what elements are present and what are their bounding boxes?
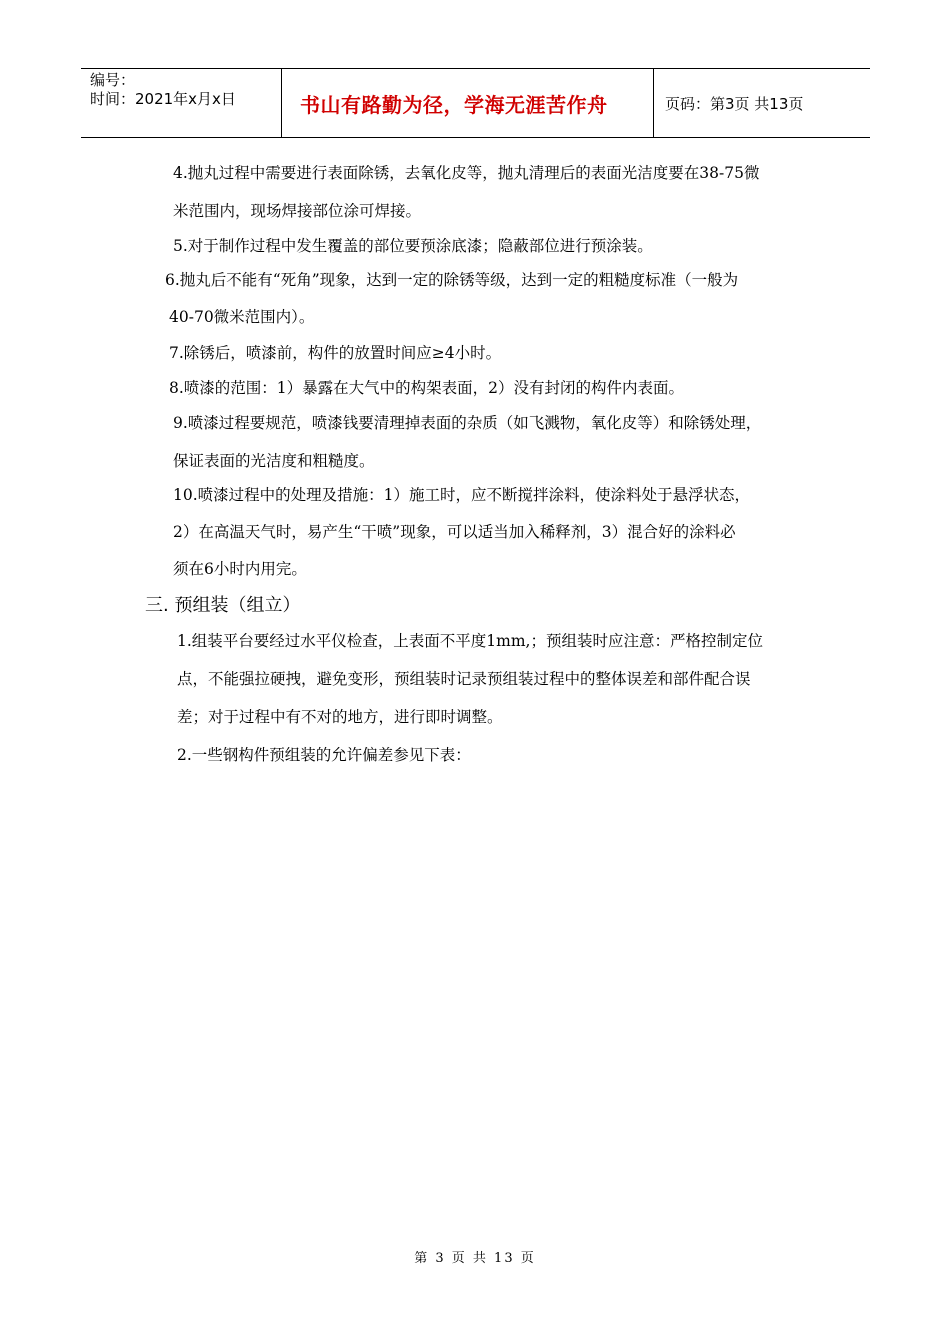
page-header (81, 68, 870, 138)
header-page-info (654, 69, 870, 137)
body-line: 米范围内，现场焊接部位涂可焊接。 (173, 202, 422, 220)
body-line: 7.除锈后，喷漆前，构件的放置时间应≥4小时。 (169, 344, 502, 362)
body-line: 8.喷漆的范围：1）暴露在大气中的构架表面，2）没有封闭的构件内表面。 (169, 379, 685, 397)
section-line: 点，不能强拉硬拽，避免变形，预组装时记录预组装过程中的整体误差和部件配合误 (177, 670, 751, 688)
time-label: 时间：2021年x月x日 (90, 90, 236, 108)
body-line: 2）在高温天气时，易产生“干喷”现象，可以适当加入稀释剂，3）混合好的涂料必 (173, 523, 736, 541)
body-line: 6.抛丸后不能有“死角”现象，达到一定的除锈等级，达到一定的粗糙度标准（一般为 (165, 271, 739, 289)
header-motto (282, 69, 654, 137)
section-title: 三. 预组装（组立） (145, 595, 301, 616)
motto-text: 书山有路勤为径，学海无涯苦作舟 (300, 92, 608, 117)
footer-text: 第 3 页 共 13 页 (414, 1251, 536, 1266)
page-footer (0, 1247, 950, 1266)
body-line: 10.喷漆过程中的处理及措施：1）施工时，应不断搅拌涂料，使涂料处于悬浮状态， (173, 486, 751, 504)
body-line: 保证表面的光洁度和粗糙度。 (173, 452, 375, 470)
header-meta (81, 69, 282, 137)
page-info-text: 页码：第3页 共13页 (665, 94, 804, 113)
section-line: 差；对于过程中有不对的地方，进行即时调整。 (177, 708, 503, 726)
body-line: 4.抛丸过程中需要进行表面除锈，去氧化皮等，抛丸清理后的表面光洁度要在38-75微 (173, 164, 760, 182)
section-line: 1.组装平台要经过水平仪检查，上表面不平度1mm,；预组装时应注意：严格控制定位 (177, 632, 763, 650)
section-line: 2.一些钢构件预组装的允许偏差参见下表： (177, 746, 471, 764)
body-line: 须在6小时内用完。 (173, 560, 307, 578)
body-line: 5.对于制作过程中发生覆盖的部位要预涂底漆；隐蔽部位进行预涂装。 (173, 237, 653, 255)
number-label: 编号： (90, 71, 136, 89)
body-line: 9.喷漆过程要规范，喷漆钱要清理掉表面的杂质（如飞溅物，氧化皮等）和除锈处理， (173, 414, 762, 432)
body-line: 40-70微米范围内）。 (169, 308, 315, 326)
